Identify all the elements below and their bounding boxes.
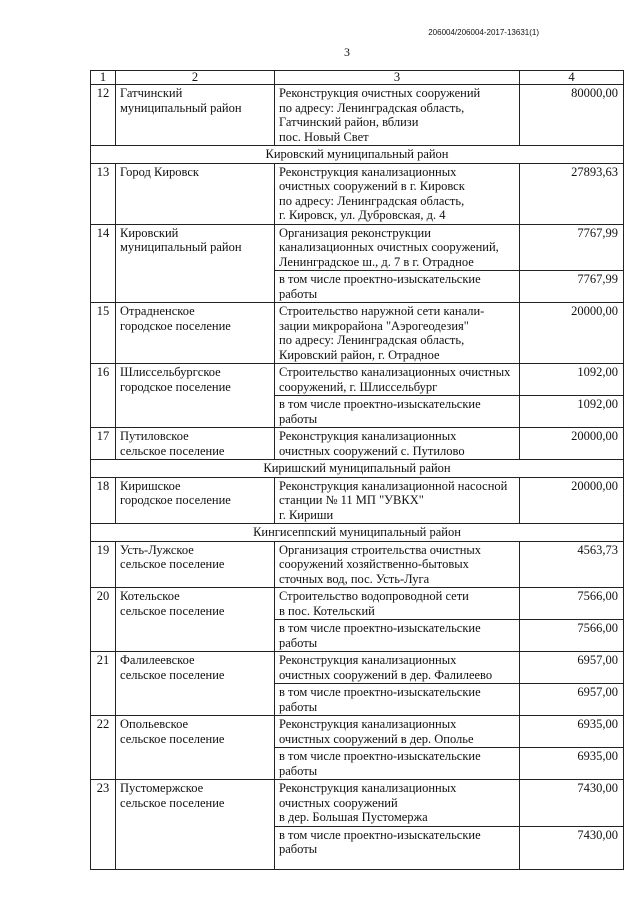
row-number: 20 <box>91 588 116 652</box>
recipient-name-line: Пустомержское <box>120 781 204 795</box>
header-cell: 1 <box>91 71 116 85</box>
project-description-line: Реконструкция канализационных <box>279 653 457 667</box>
recipient-name-line: Кировский <box>120 225 179 240</box>
table-row <box>91 652 624 684</box>
project-description <box>275 588 520 620</box>
project-description-line: Строительство наружной сети канали- <box>279 304 485 318</box>
subitem-description-line: работы <box>279 635 318 650</box>
recipient-name <box>116 780 275 870</box>
project-description-line: Реконструкция канализационных <box>279 717 457 731</box>
section-title: Кингисеппский муниципальный район <box>91 524 624 542</box>
recipient-name-line: сельское поселение <box>120 443 225 458</box>
recipient-name-line: Киришское <box>120 478 181 493</box>
row-number: 12 <box>91 85 116 146</box>
project-description-line: Строительство водопроводной сети <box>279 589 469 603</box>
project-description <box>275 428 520 460</box>
recipient-name-line: Шлиссельбургское <box>120 365 221 379</box>
project-description-line: пос. Новый Свет <box>279 129 369 144</box>
project-description-line: по адресу: Ленинградская область, <box>279 100 465 115</box>
amount: 20000,00 <box>520 428 624 460</box>
subitem-description <box>275 826 520 869</box>
row-number: 19 <box>91 541 116 588</box>
recipient-name-line: муниципальный район <box>120 240 242 254</box>
section-row <box>91 146 624 164</box>
subitem-amount: 7566,00 <box>520 620 624 652</box>
recipient-name-line: городское поселение <box>120 379 231 394</box>
recipient-name-line: Усть-Лужское <box>120 542 194 557</box>
project-description <box>275 652 520 684</box>
table-row <box>91 541 624 588</box>
project-description-line: очистных сооружений с. Путилово <box>279 443 465 458</box>
row-number: 14 <box>91 224 116 303</box>
project-description-line: канализационных очистных сооружений, <box>279 240 499 254</box>
amount: 20000,00 <box>520 303 624 364</box>
table-row <box>91 780 624 827</box>
project-description-line: по адресу: Ленинградская область, <box>279 333 465 347</box>
row-number: 13 <box>91 163 116 224</box>
amount: 7566,00 <box>520 588 624 620</box>
subitem-description-line: в том числе проектно-изыскательские <box>279 397 481 411</box>
project-description-line: сооружений, г. Шлиссельбург <box>279 379 438 394</box>
amount: 27893,63 <box>520 163 624 224</box>
subitem-description-line: работы <box>279 842 318 856</box>
recipient-name-line: муниципальный район <box>120 100 242 115</box>
row-number: 17 <box>91 428 116 460</box>
table-row <box>91 588 624 620</box>
project-description-line: Ленинградское ш., д. 7 в г. Отрадное <box>279 254 474 269</box>
project-description-line: Реконструкция канализационных <box>279 164 457 179</box>
project-description-line: г. Кириши <box>279 507 334 522</box>
subitem-amount: 1092,00 <box>520 396 624 428</box>
amount: 1092,00 <box>520 364 624 396</box>
subitem-description-line: в том числе проектно-изыскательские <box>279 272 481 286</box>
recipient-name <box>116 541 275 588</box>
recipient-name <box>116 224 275 303</box>
project-description <box>275 364 520 396</box>
table-header-row <box>91 71 624 85</box>
subitem-description-line: в том числе проектно-изыскательские <box>279 621 481 635</box>
table-row <box>91 224 624 271</box>
table-row <box>91 477 624 524</box>
recipient-name <box>116 364 275 428</box>
subitem-description <box>275 684 520 716</box>
project-description-line: Организация строительства очистных <box>279 542 482 557</box>
project-description <box>275 163 520 224</box>
project-description-line: очистных сооружений в г. Кировск <box>279 179 465 193</box>
subitem-amount: 7767,99 <box>520 271 624 303</box>
project-description-line: зации микрорайона "Аэрогеодезия" <box>279 318 469 333</box>
recipient-name <box>116 85 275 146</box>
row-number: 18 <box>91 477 116 524</box>
project-description-line: Реконструкция очистных сооружений <box>279 86 481 100</box>
table-row <box>91 163 624 224</box>
recipient-name <box>116 303 275 364</box>
recipient-name-line: Путиловское <box>120 429 189 443</box>
table-row <box>91 428 624 460</box>
row-number: 22 <box>91 716 116 780</box>
project-description-line: станции № 11 МП "УВКХ" <box>279 493 424 507</box>
header-cell: 3 <box>275 71 520 85</box>
table-row <box>91 303 624 364</box>
project-description-line: в дер. Большая Пустомержа <box>279 810 428 824</box>
project-description <box>275 780 520 827</box>
recipient-name-line: сельское поселение <box>120 795 225 810</box>
project-description-line: сточных вод, пос. Усть-Луга <box>279 571 430 586</box>
amount: 6935,00 <box>520 716 624 748</box>
project-description-line: Организация реконструкции <box>279 225 431 240</box>
header-cell: 4 <box>520 71 624 85</box>
subitem-amount: 6935,00 <box>520 748 624 780</box>
recipient-name-line: сельское поселение <box>120 557 225 571</box>
section-title: Кировский муниципальный район <box>91 146 624 164</box>
project-description-line: очистных сооружений в дер. Ополье <box>279 731 474 746</box>
project-description-line: очистных сооружений в дер. Фалилеево <box>279 667 493 682</box>
recipient-name <box>116 716 275 780</box>
subitem-amount: 7430,00 <box>520 826 624 869</box>
recipient-name <box>116 477 275 524</box>
recipient-name-line: Фалилеевское <box>120 653 195 667</box>
recipient-name <box>116 163 275 224</box>
subitem-description <box>275 620 520 652</box>
row-number: 16 <box>91 364 116 428</box>
project-description-line: Кировский район, г. Отрадное <box>279 347 440 362</box>
project-description <box>275 541 520 588</box>
table-row <box>91 85 624 146</box>
subitem-description-line: в том числе проектно-изыскательские <box>279 827 481 842</box>
subitem-description <box>275 271 520 303</box>
funding-table <box>90 70 624 870</box>
project-description <box>275 716 520 748</box>
subitem-description-line: работы <box>279 763 318 778</box>
recipient-name-line: сельское поселение <box>120 667 225 682</box>
subitem-description-line: работы <box>279 411 318 426</box>
subitem-description-line: работы <box>279 699 318 714</box>
recipient-name-line: сельское поселение <box>120 603 225 618</box>
recipient-name-line: Город Кировск <box>120 164 199 179</box>
project-description <box>275 85 520 146</box>
subitem-description <box>275 748 520 780</box>
project-description-line: Строительство канализационных очистных <box>279 365 511 379</box>
project-description-line: Реконструкция канализационных <box>279 781 457 795</box>
amount: 4563,73 <box>520 541 624 588</box>
project-description-line: в пос. Котельский <box>279 603 375 618</box>
subitem-description-line: в том числе проектно-изыскательские <box>279 685 481 699</box>
project-description-line: Реконструкция канализационных <box>279 429 457 443</box>
project-description <box>275 224 520 271</box>
recipient-name <box>116 588 275 652</box>
recipient-name <box>116 652 275 716</box>
section-row <box>91 524 624 542</box>
row-number: 23 <box>91 780 116 870</box>
recipient-name-line: Гатчинский <box>120 86 183 100</box>
page-number: 3 <box>344 45 350 59</box>
project-description-line: Реконструкция канализационной насосной <box>279 478 508 493</box>
recipient-name-line: сельское поселение <box>120 731 225 746</box>
section-title: Киришский муниципальный район <box>91 460 624 478</box>
project-description-line: Гатчинский район, вблизи <box>279 115 419 129</box>
recipient-name-line: Котельское <box>120 589 180 603</box>
amount: 7430,00 <box>520 780 624 827</box>
row-number: 21 <box>91 652 116 716</box>
document-id: 206004/206004-2017-13631(1) <box>428 28 539 37</box>
project-description-line: по адресу: Ленинградская область, <box>279 193 465 208</box>
subitem-description-line: в том числе проектно-изыскательские <box>279 749 481 763</box>
recipient-name-line: Опольевское <box>120 717 189 731</box>
header-cell: 2 <box>116 71 275 85</box>
amount: 7767,99 <box>520 224 624 271</box>
row-number: 15 <box>91 303 116 364</box>
amount: 80000,00 <box>520 85 624 146</box>
subitem-description <box>275 396 520 428</box>
amount: 6957,00 <box>520 652 624 684</box>
subitem-description-line: работы <box>279 286 318 301</box>
section-row <box>91 460 624 478</box>
amount: 20000,00 <box>520 477 624 524</box>
recipient-name-line: городское поселение <box>120 318 231 333</box>
project-description <box>275 477 520 524</box>
project-description-line: сооружений хозяйственно-бытовых <box>279 557 469 571</box>
recipient-name <box>116 428 275 460</box>
recipient-name-line: Отрадненское <box>120 304 195 318</box>
subitem-amount: 6957,00 <box>520 684 624 716</box>
project-description-line: очистных сооружений <box>279 795 398 810</box>
project-description <box>275 303 520 364</box>
table-row <box>91 364 624 396</box>
table-row <box>91 716 624 748</box>
recipient-name-line: городское поселение <box>120 493 231 507</box>
project-description-line: г. Кировск, ул. Дубровская, д. 4 <box>279 208 446 222</box>
